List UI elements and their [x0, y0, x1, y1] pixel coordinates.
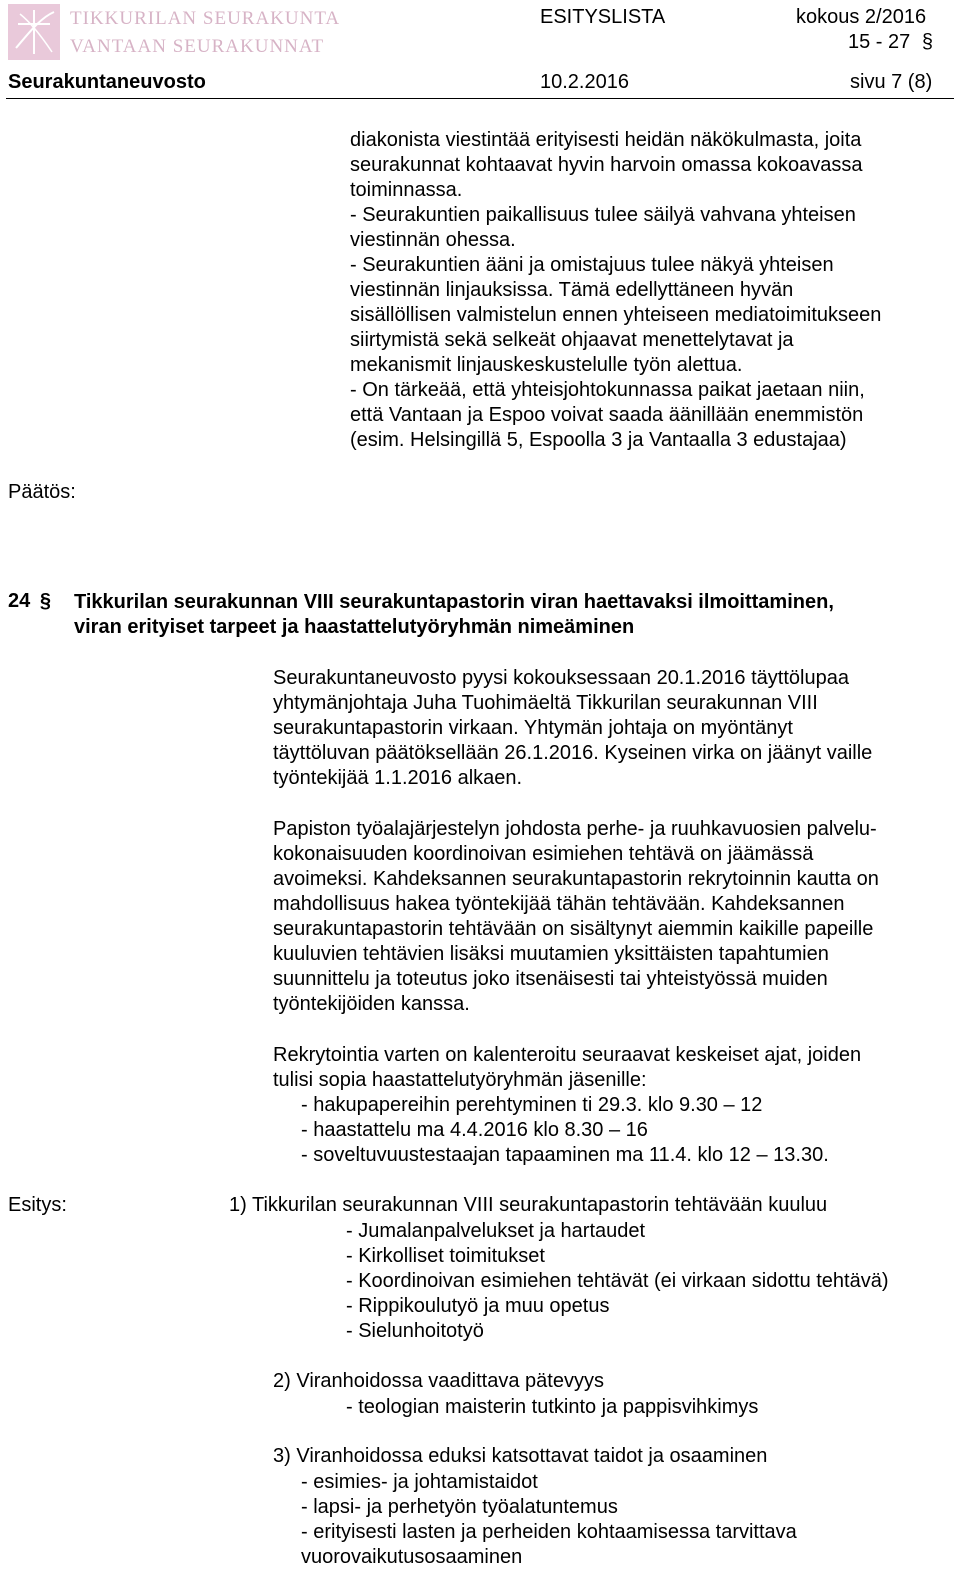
esitys-item-1: 1) Tikkurilan seurakunnan VIII seurakuntapastorin tehtävään kuuluu — [229, 1194, 828, 1216]
text-line: Papiston työalajärjestelyn johdosta perhe- ja ruuhkavuosien palvelu- — [273, 818, 877, 840]
paragraph-background — [273, 817, 879, 1017]
section-title — [74, 590, 834, 640]
text-line: mahdollisuus hakea työntekijää tähän tehtävään. Kahdeksannen — [273, 893, 845, 915]
doc-type: ESITYSLISTA — [540, 6, 666, 28]
text-line: työntekijää 1.1.2016 alkaen. — [273, 767, 523, 789]
section-title-line: Tikkurilan seurakunnan VIII seurakuntapastorin viran haettavaksi ilmoittaminen, — [74, 591, 834, 613]
esitys-item-3-list — [301, 1470, 797, 1570]
org-subname: VANTAAN SEURAKUNNAT — [70, 36, 325, 57]
schedule-list — [301, 1093, 829, 1168]
esitys-item-2-list — [346, 1395, 758, 1420]
section-range — [848, 31, 933, 54]
paragraph-schedule — [273, 1043, 861, 1093]
paatos-label: Päätös: — [8, 481, 76, 503]
list-item: - Rippikoulutyö ja muu opetus — [346, 1295, 610, 1317]
list-item: - soveltuvuustestaajan tapaaminen ma 11.4. klo 12 – 13.30. — [301, 1144, 829, 1166]
text-line: suunnittelu ja toteutus joko itsenäisesti tai yhteistyössä muiden — [273, 968, 828, 990]
org-name: TIKKURILAN SEURAKUNTA — [70, 8, 341, 29]
esitys-item-2: 2) Viranhoidossa vaadittava pätevyys — [273, 1370, 604, 1392]
list-item: - teologian maisterin tutkinto ja pappisvihkimys — [346, 1396, 759, 1418]
text-line: toiminnassa. — [350, 179, 463, 201]
list-item: - Koordinoivan esimiehen tehtävät (ei virkaan sidottu tehtävä) — [346, 1270, 889, 1292]
text-line: Rekrytointia varten on kalenteroitu seuraavat keskeiset ajat, joiden — [273, 1044, 862, 1066]
list-item: vuorovaikutusosaaminen — [301, 1546, 523, 1568]
text-line: viestinnän linjauksissa. Tämä edellyttäneen hyvän — [350, 279, 794, 301]
text-line: yhtymänjohtaja Juha Tuohimäeltä Tikkurilan seurakunnan VIII — [273, 692, 818, 714]
list-item: - esimies- ja johtamistaidot — [301, 1471, 538, 1493]
text-line: Seurakuntaneuvosto pyysi kokouksessaan 20.1.2016 täyttölupaa — [273, 667, 849, 689]
text-line: työntekijöiden kanssa. — [273, 993, 470, 1015]
esitys-label: Esitys: — [8, 1194, 67, 1216]
section-number-value: 24 — [8, 590, 31, 612]
section-range-sign: § — [921, 31, 933, 53]
text-line: mekanismit linjauskeskustelulle työn alettua. — [350, 354, 743, 376]
list-item: - hakupapereihin perehtyminen ti 29.3. klo 9.30 – 12 — [301, 1094, 763, 1116]
list-item: - Kirkolliset toimitukset — [346, 1245, 545, 1267]
header-divider — [6, 98, 954, 99]
text-line: seurakuntapastorin virkaan. Yhtymän johtaja on myöntänyt — [273, 717, 793, 739]
text-line: sisällöllisen valmistelun ennen yhteiseen mediatoimitukseen — [350, 304, 882, 326]
meeting-date: 10.2.2016 — [540, 71, 629, 93]
text-line: - Seurakuntien paikallisuus tulee säilyä vahvana yhteisen — [350, 204, 856, 226]
governing-body: Seurakuntaneuvosto — [8, 71, 206, 93]
list-item: - Sielunhoitotyö — [346, 1320, 484, 1342]
section-range-value: 15 - 27 — [848, 31, 911, 53]
text-line: - Seurakuntien ääni ja omistajuus tulee näkyä yhteisen — [350, 254, 834, 276]
list-item: - Jumalanpalvelukset ja hartaudet — [346, 1220, 646, 1242]
list-item: - erityisesti lasten ja perheiden kohtaamisessa tarvittava — [301, 1521, 797, 1543]
section-number — [8, 590, 51, 613]
text-line: kuuluvien tehtävien lisäksi muutamien yksittäisten tapahtumien — [273, 943, 829, 965]
text-line: diakonista viestintää erityisesti heidän näkökulmasta, joita — [350, 129, 862, 151]
list-item: - lapsi- ja perhetyön työalatuntemus — [301, 1496, 618, 1518]
text-line: tulisi sopia haastattelutyöryhmän jäsenille: — [273, 1069, 647, 1091]
text-line: että Vantaan ja Espoo voivat saada äänillään enemmistön — [350, 404, 864, 426]
text-line: siirtymistä sekä selkeät ohjaavat menettelytavat ja — [350, 329, 794, 351]
section-number-sign: § — [39, 590, 51, 612]
text-line: seurakunnat kohtaavat hyvin harvoin omassa kokoavassa — [350, 154, 863, 176]
text-line: (esim. Helsingillä 5, Espoolla 3 ja Vantaalla 3 edustajaa) — [350, 429, 847, 451]
text-line: avoimeksi. Kahdeksannen seurakuntapastorin rekrytoinnin kautta on — [273, 868, 879, 890]
paragraph-permit — [273, 666, 872, 791]
list-item: - haastattelu ma 4.4.2016 klo 8.30 – 16 — [301, 1119, 648, 1141]
stylized-cross-logo-icon — [8, 4, 60, 60]
text-line: - On tärkeää, että yhteisjohtokunnassa paikat jaetaan niin, — [350, 379, 865, 401]
esitys-item-3: 3) Viranhoidossa eduksi katsottavat taidot ja osaaminen — [273, 1445, 768, 1467]
text-line: täyttöluvan päätöksellään 26.1.2016. Kyseinen virka on jäänyt vaille — [273, 742, 873, 764]
continued-text — [350, 128, 881, 453]
text-line: kokonaisuuden koordinoivan esimiehen tehtävä on jäämässä — [273, 843, 814, 865]
page-number: sivu 7 (8) — [850, 71, 933, 93]
esitys-item-1-list — [346, 1219, 889, 1344]
meeting-number: kokous 2/2016 — [796, 6, 927, 28]
section-title-line: viran erityiset tarpeet ja haastattelutyöryhmän nimeäminen — [74, 616, 635, 638]
text-line: viestinnän ohessa. — [350, 229, 516, 251]
text-line: seurakuntapastorin tehtävään on sisältynyt aiemmin kaikille papeille — [273, 918, 874, 940]
